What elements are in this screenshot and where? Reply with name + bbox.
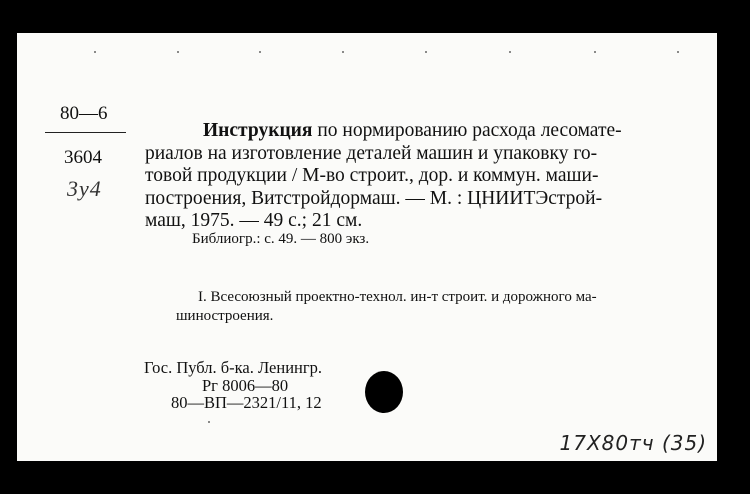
paper-speck xyxy=(342,51,344,53)
library-holding-line: Рг 8006—80 xyxy=(202,376,289,395)
description-line: маш, 1975. — 49 с.; 21 см. xyxy=(145,210,363,232)
paper-speck xyxy=(509,51,511,53)
call-number-divider xyxy=(45,132,126,133)
title-main-entry: Инструкция xyxy=(203,120,313,141)
description-text: по нормированию расхода лесомате- xyxy=(312,120,622,141)
paper-speck xyxy=(677,51,679,53)
catalog-card xyxy=(17,33,717,461)
bibliography-note: Библиогр.: с. 49. — 800 экз. xyxy=(192,231,370,247)
handwritten-mark: 3у4 xyxy=(67,176,102,201)
tracing-line: I. Всесоюзный проектно-технол. ин-т строит. и дорожного ма- xyxy=(198,289,597,305)
description-line: товой продукции / М-во строит., дор. и коммун. маши- xyxy=(145,165,599,187)
paper-speck xyxy=(425,51,427,53)
tracing-line: шиностроения. xyxy=(176,308,274,324)
library-holding-line: 80—ВП—2321/11, 12 xyxy=(171,393,322,412)
paper-speck xyxy=(208,421,210,423)
library-holding-line: Гос. Публ. б-ка. Ленингр. xyxy=(144,358,323,377)
paper-speck xyxy=(94,51,96,53)
description-line: риалов на изготовление деталей машин и упаковку го- xyxy=(145,142,598,164)
paper-speck xyxy=(594,51,596,53)
paper-speck xyxy=(177,51,179,53)
bibliographic-description xyxy=(145,120,705,233)
paper-speck xyxy=(259,51,261,53)
ink-blot xyxy=(365,371,403,413)
handwritten-note: 17X80тч (35) xyxy=(559,431,707,455)
description-line xyxy=(145,120,705,143)
call-number-top: 80—6 xyxy=(60,103,108,124)
call-number-bottom: 3604 xyxy=(64,147,102,168)
description-line: построения, Витстройдормаш. — М. : ЦНИИТЭстрой- xyxy=(145,187,603,209)
